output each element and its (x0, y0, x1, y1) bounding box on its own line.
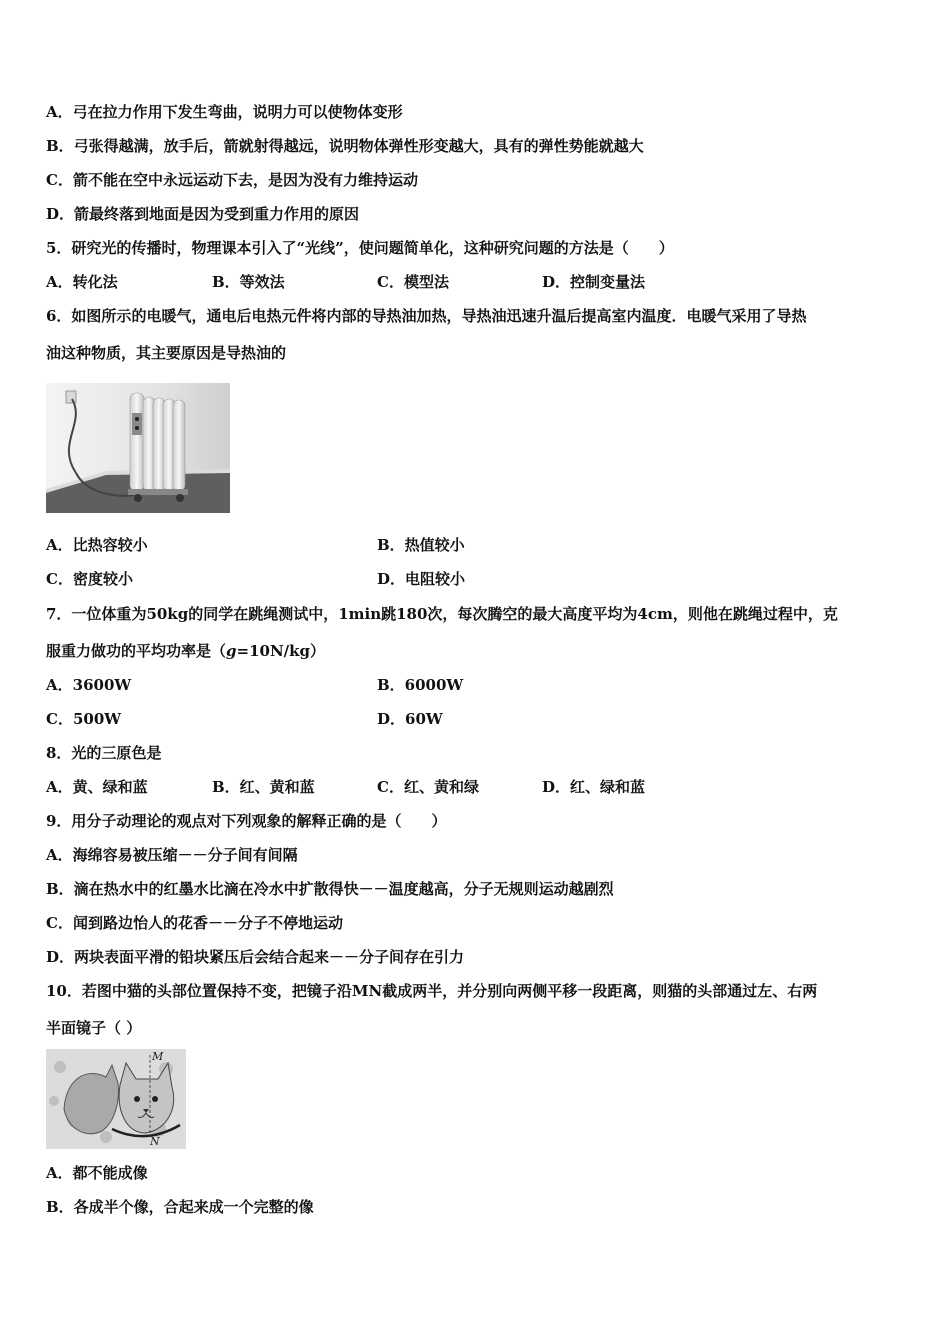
q7-stem-line2-b: =10N/kg） (236, 642, 326, 660)
q6-stem-line1: 6．如图所示的电暖气，通电后电热元件将内部的导热油加热，导热油迅速升温后提高室内温度．电暖气采用了导热 (46, 307, 807, 325)
q10-stem-line2: 半面镜子（ ） (46, 1019, 142, 1037)
q8-option-d: D．红、绿和蓝 (542, 778, 646, 796)
q6-option-b: B．热值较小 (377, 536, 465, 554)
q7-option-b: B．6000W (377, 676, 464, 694)
q6-option-a: A．比热容较小 (46, 536, 148, 554)
q7-stem-line2 (46, 641, 325, 661)
q4-option-d: D．箭最终落到地面是因为受到重力作用的原因 (46, 205, 360, 223)
q6-option-d: D．电阻较小 (377, 570, 466, 588)
q7-option-d: D．60W (377, 710, 443, 728)
cat-mirror-figure (46, 1049, 186, 1149)
q10-option-b: B．各成半个像，合起来成一个完整的像 (46, 1198, 314, 1216)
mirror-label-n: N (150, 1135, 160, 1148)
q10-option-a: A．都不能成像 (46, 1164, 148, 1182)
q7-option-a: A．3600W (46, 676, 132, 694)
q9-option-b: B．滴在热水中的红墨水比滴在冷水中扩散得快－－温度越高，分子无规则运动越剧烈 (46, 880, 614, 898)
q10-stem-line1: 10．若图中猫的头部位置保持不变，把镜子沿MN截成两半，并分别向两侧平移一段距离，则猫的头部通过左、右两 (46, 982, 818, 1000)
q8-stem: 8．光的三原色是 (46, 744, 162, 762)
q5-option-a: A．转化法 (46, 273, 118, 291)
q4-option-a: A．弓在拉力作用下发生弯曲，说明力可以使物体变形 (46, 103, 403, 121)
q7-gravity-symbol: g (226, 642, 237, 660)
q7-stem-line1: 7．一位体重为50kg的同学在跳绳测试中，1min跳180次，每次腾空的最大高度平均为4cm，则他在跳绳过程中，克 (46, 605, 838, 623)
q8-option-b: B．红、黄和蓝 (212, 778, 315, 796)
q6-stem-line2: 油这种物质，其主要原因是导热油的 (46, 344, 287, 362)
q4-option-c: C．箭不能在空中永远运动下去，是因为没有力维持运动 (46, 171, 418, 189)
q8-option-c: C．红、黄和绿 (377, 778, 479, 796)
q7-stem-line2-a: 服重力做功的平均功率是（ (46, 642, 227, 660)
q9-option-c: C．闻到路边怡人的花香－－分子不停地运动 (46, 914, 343, 932)
q5-option-b: B．等效法 (212, 273, 285, 291)
radiator-figure (46, 383, 230, 513)
mirror-label-m: M (152, 1050, 164, 1063)
q4-option-b: B．弓张得越满，放手后，箭就射得越远，说明物体弹性形变越大，具有的弹性势能就越大 (46, 137, 644, 155)
q6-option-c: C．密度较小 (46, 570, 133, 588)
q9-stem: 9．用分子动理论的观点对下列观象的解释正确的是（ ） (46, 812, 447, 830)
q8-option-a: A．黄、绿和蓝 (46, 778, 148, 796)
q5-option-d: D．控制变量法 (542, 273, 646, 291)
q5-option-c: C．模型法 (377, 273, 449, 291)
q5-stem: 5．研究光的传播时，物理课本引入了“光线”，使问题简单化，这种研究问题的方法是（ ） (46, 239, 674, 257)
q7-option-c: C．500W (46, 710, 122, 728)
q9-option-a: A．海绵容易被压缩－－分子间有间隔 (46, 846, 298, 864)
q9-option-d: D．两块表面平滑的铅块紧压后会结合起来－－分子间存在引力 (46, 948, 465, 966)
